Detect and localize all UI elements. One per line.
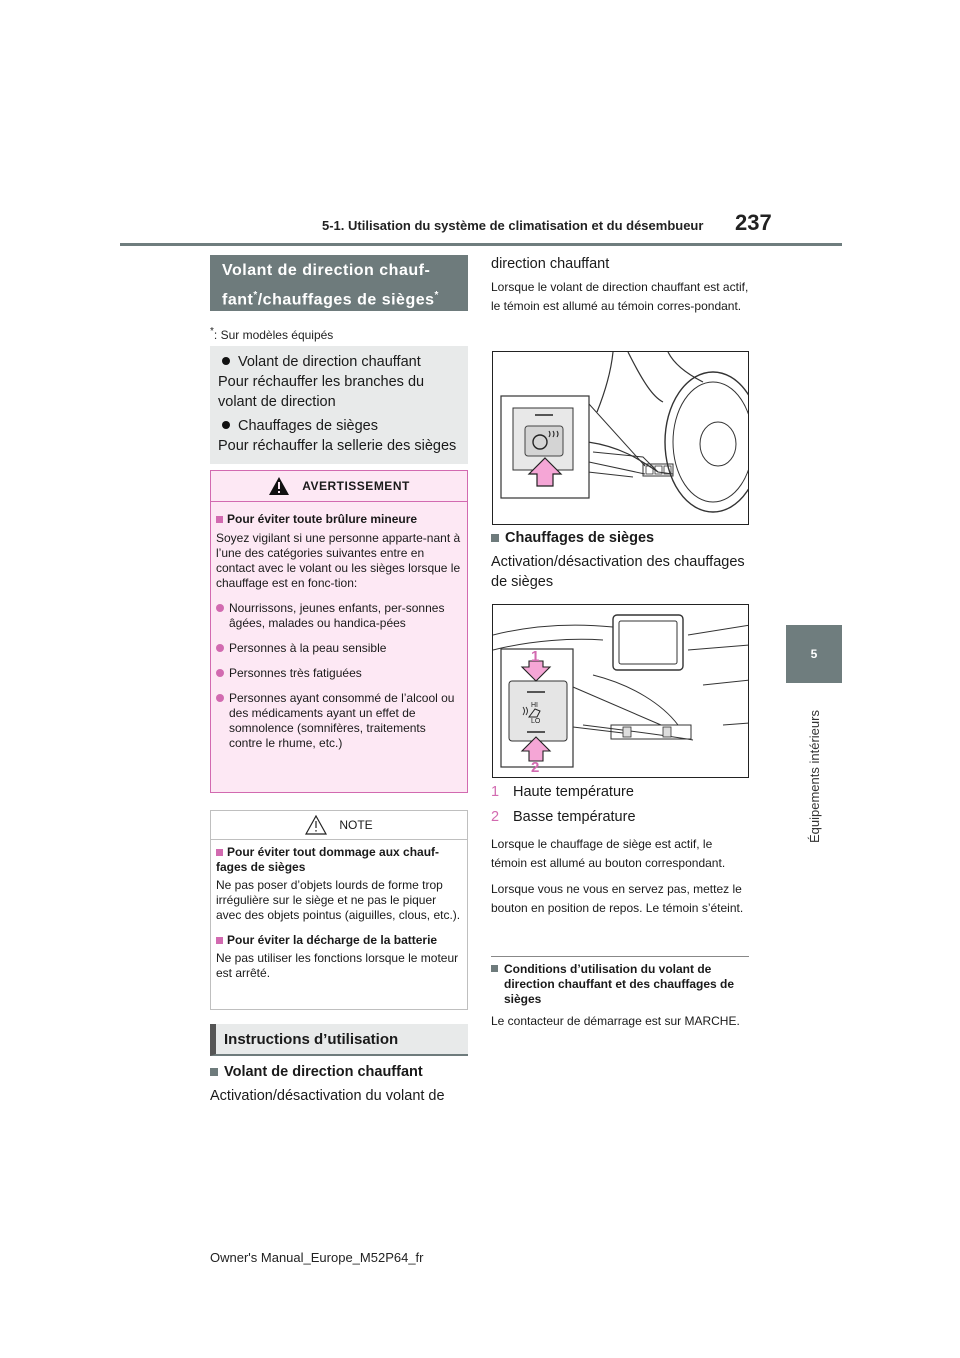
bullet-icon	[222, 357, 230, 365]
wheel-activation-text-a: Activation/désactivation du volant de	[210, 1088, 445, 1104]
info-item-seats: Chauffages de sièges	[218, 416, 460, 436]
warning-list-item: Personnes à la peau sensible	[216, 641, 462, 656]
info-desc-wheel: Pour réchauffer les branches du volant de direction	[218, 374, 425, 410]
seat-indicator-text: Lorsque le chauffage de siège est actif, le témoin est allumé au bouton correspondant.	[491, 837, 726, 870]
dashboard-illustration	[493, 605, 749, 778]
chapter-title: 5-1. Utilisation du système de climatisation et du désembueur	[322, 218, 704, 233]
header-rule	[120, 243, 842, 246]
note-heading: NOTE	[211, 811, 467, 840]
square-bullet-icon	[216, 849, 223, 856]
note-box	[210, 810, 468, 1010]
square-bullet-icon	[491, 965, 498, 972]
warning-list-item: Personnes ayant consommé de l’alcool ou des médicaments ayant un effet de somnolence (somnifères, traitements contre le rhume, etc.)	[216, 691, 462, 751]
page-number: 237	[735, 210, 772, 235]
note-subheading: Pour éviter la décharge de la batterie	[216, 933, 462, 948]
conditions-subheading: Conditions d’utilisation du volant de direction chauffant et des chauffages de sièges	[491, 962, 749, 1007]
square-bullet-icon	[210, 1068, 218, 1076]
footer-text: Owner's Manual_Europe_M52P64_fr	[210, 1250, 424, 1265]
section-title-line2: fant*/chauffages de sièges*	[222, 290, 439, 309]
caution-triangle-icon	[305, 815, 327, 835]
dot-bullet-icon	[216, 604, 224, 612]
info-box	[210, 346, 468, 464]
info-item-wheel: Volant de direction chauffant	[218, 352, 460, 372]
chapter-side-label	[807, 693, 823, 843]
seats-activation-text: Activation/désactivation des chauffages de sièges	[491, 554, 745, 590]
chapter-side-label-text: Équipements intérieurs	[807, 710, 822, 843]
warning-list-item: Nourrissons, jeunes enfants, per-sonnes âgées, malades ou handica-pées	[216, 601, 462, 631]
section-title	[210, 255, 468, 311]
section-title-line1: Volant de direction chauf-	[222, 262, 431, 279]
wheel-indicator-text: Lorsque le volant de direction chauffant est actif, le témoin est allumé au témoin corres-pondant.	[491, 280, 749, 313]
note-subheading: Pour éviter tout dommage aux chauf-fages de sièges	[216, 845, 440, 874]
wheel-activation-text-b: direction chauffant	[491, 256, 610, 272]
seat-off-text: Lorsque vous ne vous en servez pas, mettez le bouton en position de repos. Le témoin s’éteint.	[491, 882, 744, 915]
warning-triangle-icon	[268, 476, 290, 496]
info-desc-seats: Pour réchauffer la sellerie des sièges	[218, 438, 457, 454]
separator-rule	[491, 956, 749, 957]
warning-box	[210, 470, 468, 793]
square-bullet-icon	[491, 534, 499, 542]
subheading-wheel: Volant de direction chauffant	[210, 1064, 423, 1080]
square-bullet-icon	[216, 937, 223, 944]
square-bullet-icon	[216, 516, 223, 523]
instructions-heading: Instructions d’utilisation	[210, 1024, 468, 1056]
bullet-icon	[222, 421, 230, 429]
callout-1: 1	[531, 648, 540, 665]
subheading-seats: Chauffages de sièges	[491, 530, 654, 546]
dot-bullet-icon	[216, 694, 224, 702]
seat-heater-figure	[492, 604, 749, 778]
steering-wheel-illustration	[493, 352, 749, 525]
chapter-tab: 5	[786, 625, 842, 683]
warning-paragraph: Soyez vigilant si une personne apparte-nant à l’une des catégories suivantes entre en contact avec le volant ou les sièges lorsque le chauffage est en fonc-tion:	[216, 531, 461, 590]
callout-2: 2	[531, 759, 540, 776]
note-paragraph: Ne pas utiliser les fonctions lorsque le moteur est arrêté.	[216, 951, 459, 980]
legend-item-high: 1 Haute température	[491, 784, 634, 800]
dot-bullet-icon	[216, 644, 224, 652]
legend-item-low: 2 Basse température	[491, 809, 636, 825]
lo-label: LO	[531, 718, 541, 725]
note-paragraph: Ne pas poser d’objets lourds de forme trop irrégulière sur le siège et ne pas le piquer avec des objets pointus (aiguilles, clous, etc.).	[216, 878, 461, 922]
hi-label: HI	[531, 702, 538, 709]
warning-subheading: Pour éviter toute brûlure mineure	[216, 512, 462, 527]
footnote: *: Sur modèles équipés	[210, 326, 334, 342]
steering-heater-figure	[492, 351, 749, 525]
dot-bullet-icon	[216, 669, 224, 677]
conditions-text: Le contacteur de démarrage est sur MARCHE.	[491, 1014, 740, 1028]
warning-list-item: Personnes très fatiguées	[216, 666, 462, 681]
warning-heading: AVERTISSEMENT	[211, 471, 467, 502]
